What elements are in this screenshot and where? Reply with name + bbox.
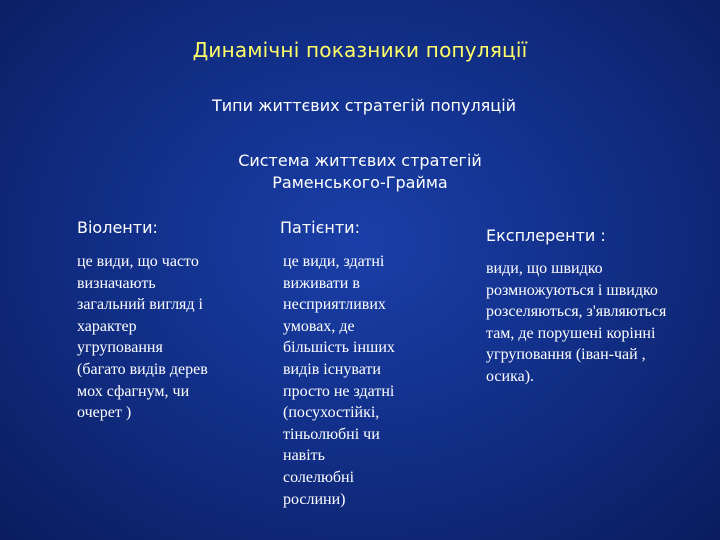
text-line: там, де порушені корінні bbox=[486, 324, 656, 342]
text-line: виживати в bbox=[283, 274, 360, 292]
text-line: (посухостійкі, bbox=[283, 404, 380, 422]
text-line: це види, здатні bbox=[283, 253, 385, 270]
patients-description bbox=[283, 251, 433, 510]
patients-heading: Патієнти: bbox=[280, 218, 360, 237]
text-line: просто не здатні bbox=[283, 382, 395, 400]
text-line: угруповання (іван-чай , bbox=[486, 346, 646, 364]
text-line: більшість інших bbox=[283, 339, 395, 357]
explerents-description bbox=[486, 258, 701, 388]
text-line: характер bbox=[77, 317, 137, 335]
text-line: видів існувати bbox=[283, 360, 381, 378]
text-line: розмножуються і швидко bbox=[486, 281, 658, 299]
system-heading bbox=[0, 150, 720, 194]
text-line: загальний вигляд і bbox=[77, 296, 203, 314]
text-line: умовах, де bbox=[283, 317, 355, 335]
text-line: визначають bbox=[77, 274, 156, 292]
violents-heading: Віоленти: bbox=[77, 218, 158, 237]
text-line: навіть bbox=[283, 447, 325, 465]
text-line: тіньолюбні чи bbox=[283, 425, 380, 443]
text-line: види, що швидко bbox=[486, 260, 603, 277]
text-line: це види, що часто bbox=[77, 253, 199, 270]
text-line: (багато видів дерев bbox=[77, 360, 208, 378]
explerents-heading: Експлеренти : bbox=[486, 226, 606, 245]
text-line: угруповання bbox=[77, 339, 163, 357]
text-line: солелюбні bbox=[283, 468, 355, 486]
text-line: осика). bbox=[486, 367, 535, 385]
text-line: очерет ) bbox=[77, 404, 132, 422]
slide-subtitle: Типи життєвих стратегій популяцій bbox=[211, 96, 517, 115]
violents-description bbox=[77, 251, 257, 424]
text-line: рослини) bbox=[283, 490, 346, 508]
text-line: мох сфагнум, чи bbox=[77, 382, 190, 400]
text-line: розселяються, з'являються bbox=[486, 303, 667, 321]
slide-title: Динамічні показники популяції bbox=[192, 38, 528, 62]
system-heading-line-2: Раменського-Грайма bbox=[272, 173, 448, 192]
system-heading-line-1: Система життєвих стратегій bbox=[238, 151, 482, 170]
text-line: несприятливих bbox=[283, 296, 386, 314]
